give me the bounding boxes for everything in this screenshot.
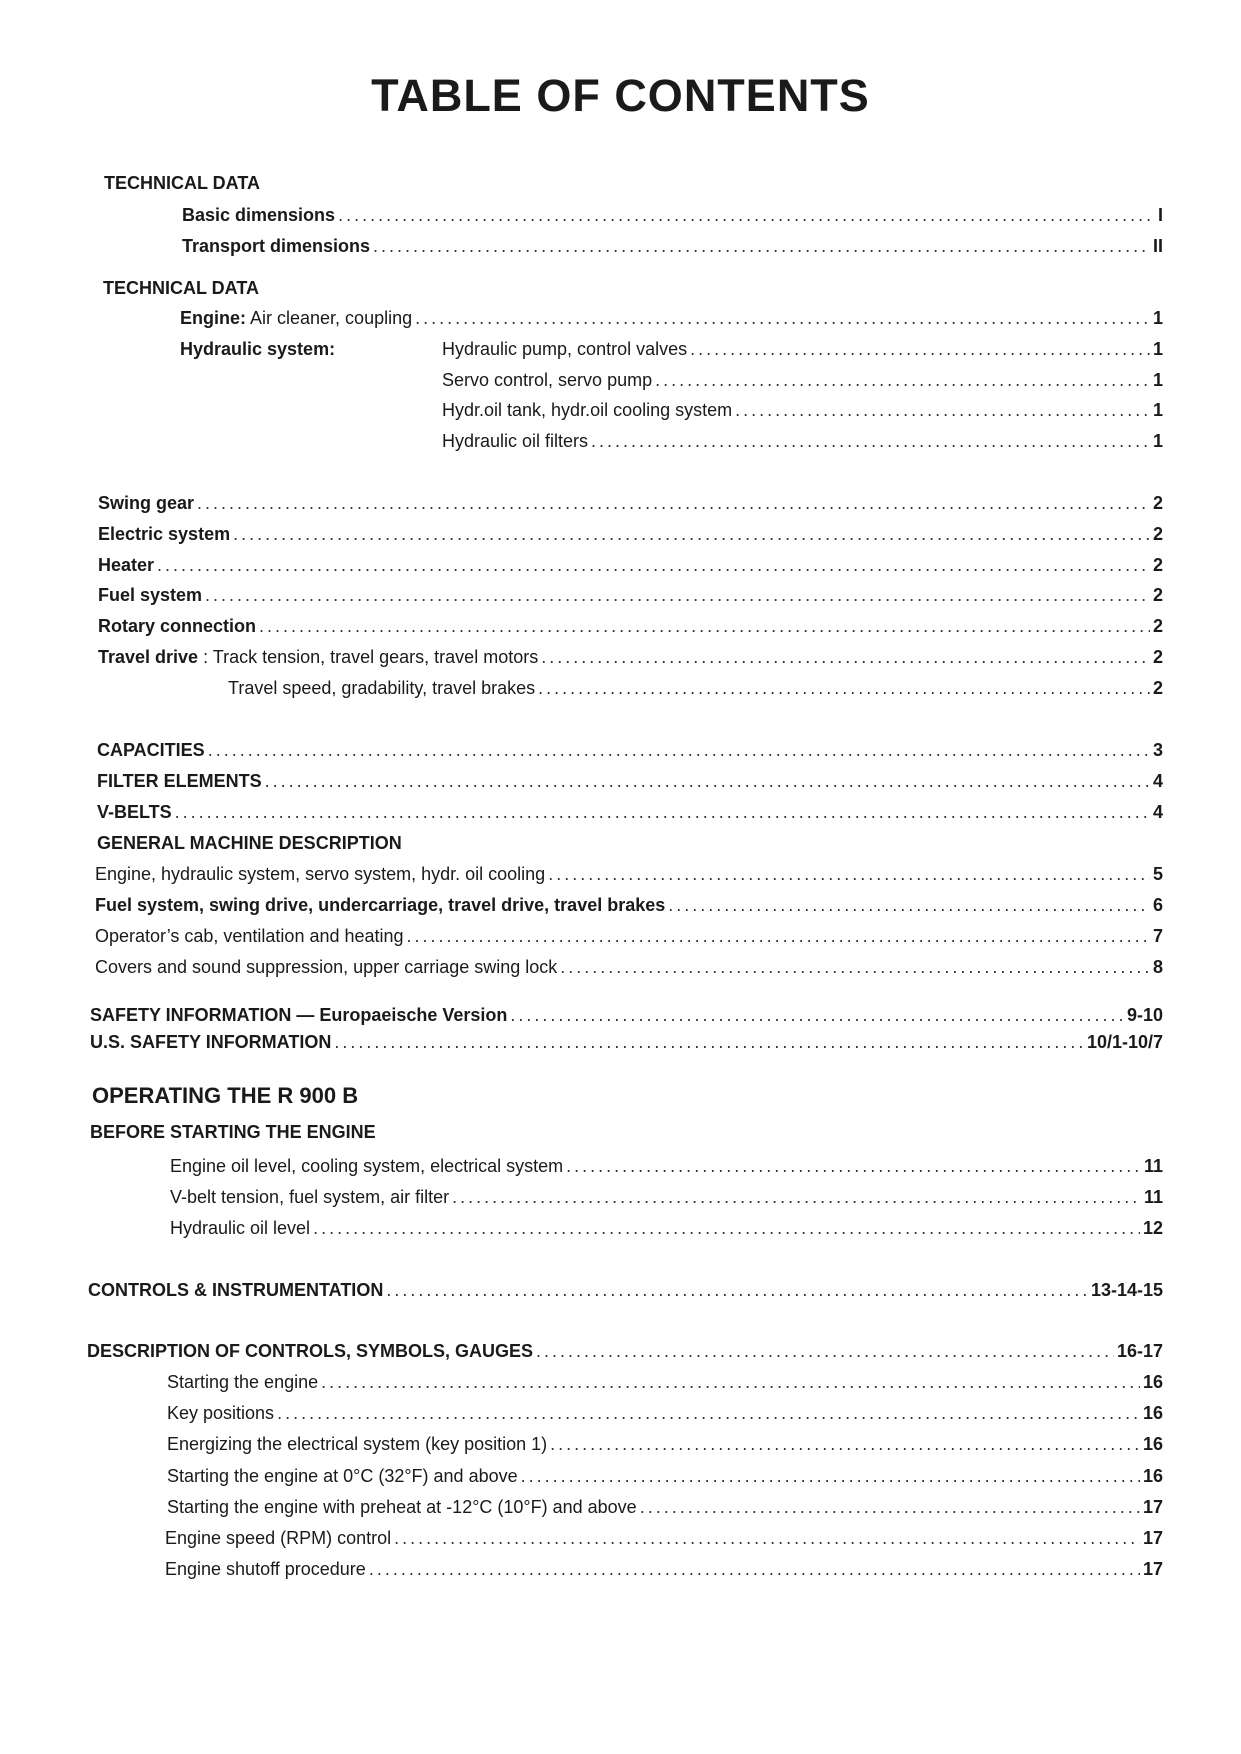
page-number: 17 [1142,1528,1163,1548]
entry-label: Hydraulic oil filters [442,431,589,451]
entry-label: Hydraulic oil level [170,1218,311,1238]
page-number: 16 [1142,1372,1163,1392]
dot-leader [548,864,1150,885]
toc-entry-us-safety-information[interactable] [90,1032,1163,1053]
toc-entry-basic-dimensions[interactable] [182,205,1163,226]
page-number: 8 [1152,957,1163,977]
toc-entry-fuel-swing[interactable] [95,895,1163,916]
dot-leader [538,678,1150,699]
entry-label: Engine speed (RPM) control [165,1528,392,1548]
entry-label: Electric system [98,524,231,544]
dot-leader [668,895,1150,916]
dot-leader [313,1218,1140,1239]
entry-label: Rotary connection [98,616,257,636]
dot-leader [655,370,1150,391]
dot-leader [510,1005,1124,1026]
entry-label: V-BELTS [97,802,172,822]
toc-entry-controls-instrumentation[interactable] [88,1280,1163,1301]
page-number: I [1157,205,1163,225]
page-number: 17 [1142,1559,1163,1579]
entry-label: CONTROLS & INSTRUMENTATION [88,1280,384,1300]
dot-leader [338,205,1155,226]
page-number: 2 [1152,678,1163,698]
page-number: 10/1-10/7 [1086,1032,1163,1052]
page-number: 4 [1152,802,1163,822]
page-number: 3 [1152,740,1163,760]
dot-leader [640,1497,1140,1518]
dot-leader [175,802,1150,823]
dot-leader [690,339,1150,360]
toc-entry-engine-speed[interactable] [165,1528,1163,1549]
toc-entry-swing-gear[interactable] [98,493,1163,514]
entry-label: Fuel system, swing drive, undercarriage, travel drive, travel brakes [95,895,666,915]
toc-entry-hydraulic-pump[interactable] [180,339,1163,360]
dot-leader [541,647,1150,668]
entry-label: DESCRIPTION OF CONTROLS, SYMBOLS, GAUGES [87,1341,534,1361]
page-number: 9-10 [1126,1005,1163,1025]
page-number: 1 [1152,431,1163,451]
toc-entry-travel-drive[interactable] [98,647,1163,668]
toc-entry-starting-preheat[interactable] [167,1497,1163,1518]
toc-entry-engine-oil-level[interactable] [170,1156,1163,1177]
dot-leader [591,431,1150,452]
entry-label: Basic dimensions [182,205,336,225]
dot-leader [233,524,1150,545]
dot-leader [735,400,1150,421]
entry-label: Starting the engine [167,1372,319,1392]
entry-label: V-belt tension, fuel system, air filter [170,1187,450,1207]
page-number: 2 [1152,493,1163,513]
dot-leader [265,771,1150,792]
operating-heading: OPERATING THE R 900 B [92,1083,359,1108]
dot-leader [386,1280,1088,1301]
page-number: 13-14-15 [1090,1280,1163,1300]
toc-entry-starting-the-engine[interactable] [167,1372,1163,1393]
page-number: 6 [1152,895,1163,915]
dot-leader [259,616,1150,637]
toc-entry-filter-elements[interactable] [97,771,1163,792]
dot-leader [452,1187,1141,1208]
toc-entry-covers[interactable] [95,957,1163,978]
dot-leader [536,1341,1114,1362]
entry-label: Swing gear [98,493,195,513]
page-number: 1 [1152,370,1163,390]
page-number: 7 [1152,926,1163,946]
page-number: 1 [1152,308,1163,328]
page-number: 2 [1152,555,1163,575]
entry-label: Fuel system [98,585,203,605]
dot-leader [407,926,1150,947]
entry-label: CAPACITIES [97,740,205,760]
dot-leader [415,308,1150,329]
travel-drive-prefix: Travel drive [98,647,199,667]
dot-leader [208,740,1150,761]
toc-entry-electric-system[interactable] [98,524,1163,545]
toc-entry-engine-shutoff[interactable] [165,1559,1163,1580]
toc-entry-description-of-controls[interactable] [87,1341,1163,1362]
entry-label: FILTER ELEMENTS [97,771,262,791]
toc-entry-hydraulic-oil-filters[interactable] [442,431,1163,452]
toc-entry-engine-hydraulic[interactable] [95,864,1163,885]
entry-label: Transport dimensions [182,236,371,256]
toc-entry-rotary-connection[interactable] [98,616,1163,637]
dot-leader [373,236,1150,257]
dot-leader [521,1466,1140,1487]
page-number: 1 [1152,339,1163,359]
toc-entry-operators-cab[interactable] [95,926,1163,947]
toc-entry-hydr-oil-tank[interactable] [442,400,1163,421]
toc-entry-key-positions[interactable] [167,1403,1163,1424]
entry-label [180,308,412,329]
entry-label: Hydr.oil tank, hydr.oil cooling system [442,400,733,420]
before-starting-heading: BEFORE STARTING THE ENGINE [90,1122,376,1142]
toc-entry-heater[interactable] [98,555,1163,576]
dot-leader [560,957,1150,978]
toc-entry-capacities[interactable] [97,740,1163,761]
entry-label [180,339,687,360]
page-number: 16 [1142,1466,1163,1486]
entry-label: U.S. SAFETY INFORMATION [90,1032,332,1052]
hydraulic-system-label: Hydraulic system: [180,339,336,359]
travel-drive-text: : Track tension, travel gears, travel motors [198,647,539,667]
entry-label: Heater [98,555,155,575]
dot-leader [566,1156,1141,1177]
page-number: 4 [1152,771,1163,791]
page-number: 2 [1152,524,1163,544]
entry-label: Engine oil level, cooling system, electrical system [170,1156,564,1176]
dot-leader [369,1559,1140,1580]
toc-entry-servo-control[interactable] [442,370,1163,391]
page-number: 12 [1142,1218,1163,1238]
entry-label: Starting the engine at 0°C (32°F) and above [167,1466,518,1486]
page-number: 16-17 [1116,1341,1163,1361]
tech-data-heading-1: TECHNICAL DATA [104,173,260,193]
entry-label: Key positions [167,1403,275,1423]
page-number: 1 [1152,400,1163,420]
toc-entry-travel-speed[interactable] [228,678,1163,699]
general-machine-description-heading: GENERAL MACHINE DESCRIPTION [97,833,402,853]
entry-label: Operator’s cab, ventilation and heating [95,926,404,946]
entry-label: Covers and sound suppression, upper carriage swing lock [95,957,558,977]
page-number: 17 [1142,1497,1163,1517]
toc-entry-v-belts[interactable] [97,802,1163,823]
dot-leader [157,555,1150,576]
toc-entry-safety-information[interactable] [90,1005,1163,1026]
tech-data-heading-2: TECHNICAL DATA [103,278,259,298]
page-number: 2 [1152,616,1163,636]
dot-leader [197,493,1150,514]
page-number: II [1152,236,1163,256]
page-number: 11 [1143,1156,1163,1176]
dot-leader [205,585,1150,606]
toc-entry-hydraulic-oil-level[interactable] [170,1218,1163,1239]
page-number: 16 [1142,1403,1163,1423]
toc-entry-transport-dimensions[interactable] [182,236,1163,257]
toc-entry-starting-0c[interactable] [167,1466,1163,1487]
page-number: 2 [1152,585,1163,605]
entry-label: Engine, hydraulic system, servo system, hydr. oil cooling [95,864,546,884]
toc-entry-fuel-system[interactable] [98,585,1163,606]
entry-label: SAFETY INFORMATION — Europaeische Version [90,1005,508,1025]
entry-label [98,647,538,668]
page-number: 16 [1142,1434,1163,1454]
engine-text: Air cleaner, coupling [246,308,413,328]
dot-leader [321,1372,1140,1393]
page-number: 11 [1143,1187,1163,1207]
entry-label: Travel speed, gradability, travel brakes [228,678,536,698]
hydraulic-item-text: Hydraulic pump, control valves [442,339,688,359]
toc-entry-v-belt-tension[interactable] [170,1187,1163,1208]
page-number: 2 [1152,647,1163,667]
dot-leader [394,1528,1140,1549]
engine-prefix: Engine: [180,308,246,328]
toc-entry-engine[interactable] [180,308,1163,329]
entry-label: Starting the engine with preheat at -12°C (10°F) and above [167,1497,637,1517]
entry-label: Engine shutoff procedure [165,1559,366,1579]
dot-leader [550,1434,1140,1455]
entry-label: Servo control, servo pump [442,370,653,390]
page-number: 5 [1152,864,1163,884]
dot-leader [277,1403,1140,1424]
toc-entry-energizing[interactable] [167,1434,1163,1455]
page-title: TABLE OF CONTENTS [371,70,870,121]
dot-leader [334,1032,1084,1053]
entry-label: Energizing the electrical system (key position 1) [167,1434,548,1454]
